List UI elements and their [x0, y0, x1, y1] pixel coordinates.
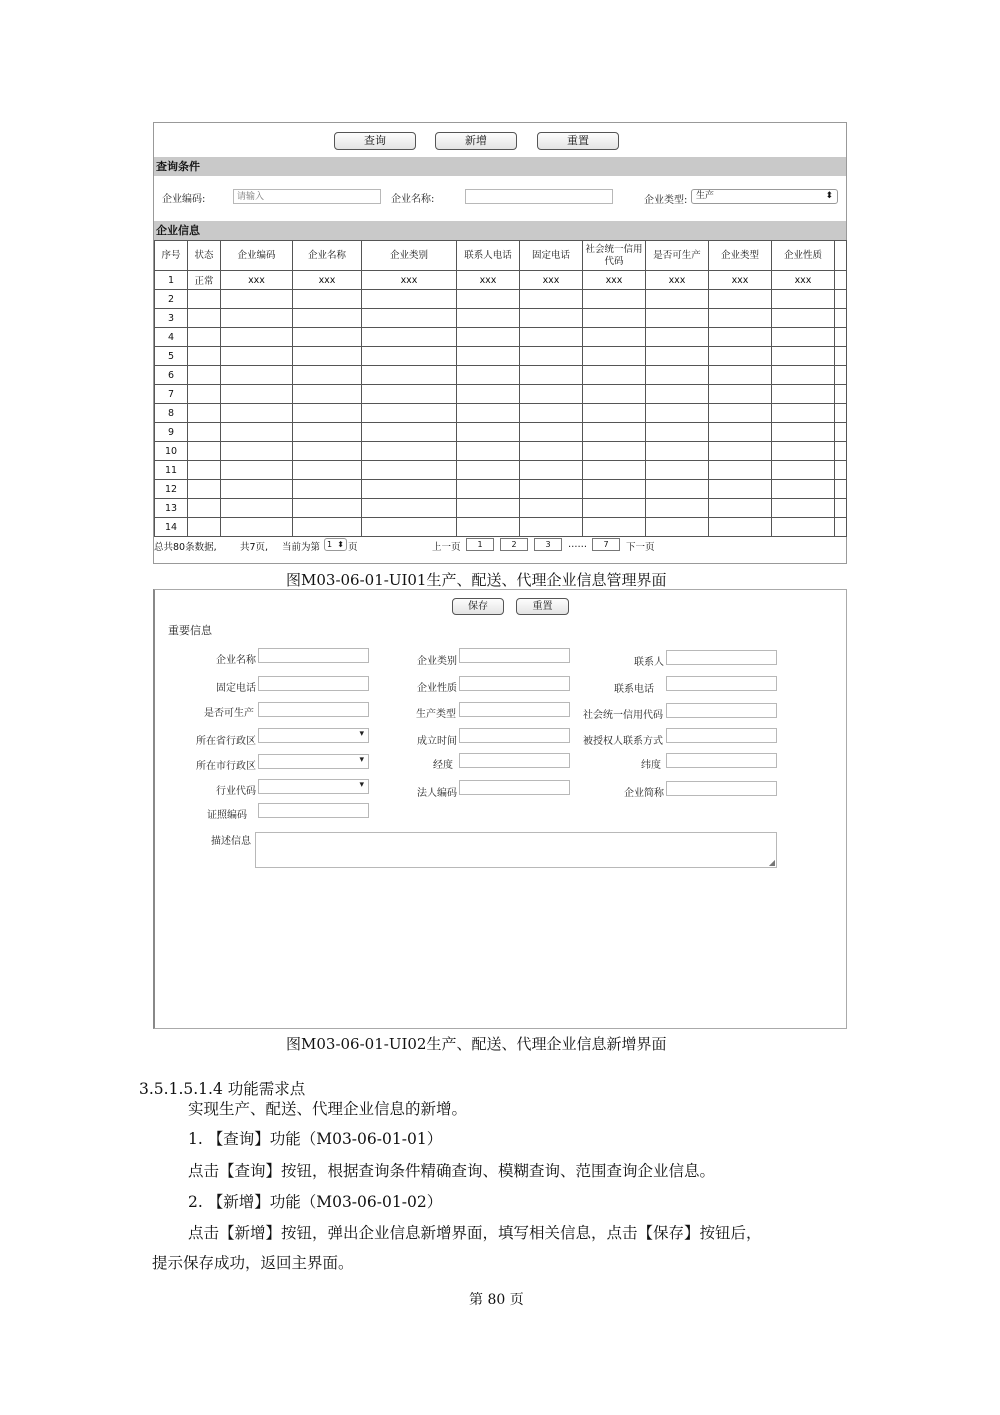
table-cell: 13 — [155, 499, 188, 518]
table-cell: xxx — [457, 271, 520, 290]
table-cell — [709, 366, 772, 385]
table-cell — [362, 442, 457, 461]
updown-arrow-icon: ⬍ — [825, 191, 833, 201]
table-cell — [188, 404, 221, 423]
table-cell — [188, 328, 221, 347]
table-cell — [293, 290, 362, 309]
info-section-header: 企业信息 — [154, 221, 846, 240]
table-cell — [362, 347, 457, 366]
form-field-label: 所在市行政区 — [196, 761, 256, 772]
table-cell — [457, 366, 520, 385]
column-header: 企业类型 — [709, 241, 772, 271]
table-cell — [520, 461, 583, 480]
table-cell — [835, 480, 847, 499]
table-cell — [362, 461, 457, 480]
table-cell — [709, 347, 772, 366]
table-cell — [293, 385, 362, 404]
table-row[interactable] — [155, 366, 847, 385]
code-filter-input[interactable] — [233, 189, 381, 204]
table-row[interactable] — [155, 461, 847, 480]
table-cell: xxx — [646, 271, 709, 290]
form-field-label: 固定电话 — [216, 683, 256, 694]
table-cell — [646, 290, 709, 309]
form-input[interactable] — [666, 676, 777, 691]
form-reset-button[interactable]: 重置 — [516, 598, 569, 615]
form-input[interactable] — [666, 703, 777, 718]
table-cell — [293, 366, 362, 385]
form-select[interactable] — [258, 754, 369, 769]
table-cell — [772, 518, 835, 537]
table-cell — [835, 271, 847, 290]
prev-page-link[interactable]: 上一页 — [432, 542, 461, 553]
table-cell — [457, 328, 520, 347]
table-cell — [835, 442, 847, 461]
table-cell: xxx — [583, 271, 646, 290]
table-cell — [188, 423, 221, 442]
table-cell — [293, 347, 362, 366]
table-cell — [221, 461, 293, 480]
table-cell — [709, 480, 772, 499]
table-cell: 7 — [155, 385, 188, 404]
form-field-label: 联系电话 — [614, 684, 654, 695]
table-cell — [293, 518, 362, 537]
form-input[interactable] — [666, 728, 777, 743]
table-cell — [221, 480, 293, 499]
dropdown-arrow-icon: ▾ — [359, 729, 364, 739]
table-cell — [520, 290, 583, 309]
column-header: 状态 — [188, 241, 221, 271]
table-cell — [293, 404, 362, 423]
table-cell — [293, 309, 362, 328]
table-cell: 2 — [155, 290, 188, 309]
table-cell — [221, 423, 293, 442]
form-field-label: 所在省行政区 — [196, 736, 256, 747]
column-header — [835, 241, 847, 271]
column-header: 序号 — [155, 241, 188, 271]
table-cell — [709, 499, 772, 518]
column-header: 企业编码 — [221, 241, 293, 271]
table-cell: 1 — [155, 271, 188, 290]
table-row[interactable] — [155, 328, 847, 347]
form-field-label: 企业性质 — [417, 683, 457, 694]
table-cell — [835, 423, 847, 442]
table-cell: 5 — [155, 347, 188, 366]
table-cell — [221, 309, 293, 328]
query-section-header: 查询条件 — [154, 157, 846, 176]
reset-button[interactable]: 重置 — [537, 132, 619, 150]
form-field-label: 联系人 — [634, 657, 664, 668]
table-cell — [520, 423, 583, 442]
table-row[interactable] — [155, 309, 847, 328]
table-cell — [457, 347, 520, 366]
table-cell: xxx — [709, 271, 772, 290]
table-cell — [646, 461, 709, 480]
table-cell — [583, 480, 646, 499]
table-cell — [520, 366, 583, 385]
form-input[interactable] — [459, 753, 570, 768]
code-filter-label: 企业编码: — [162, 194, 206, 205]
table-cell — [221, 499, 293, 518]
table-cell — [583, 290, 646, 309]
item1-title: 1. 【查询】功能（M03-06-01-01） — [188, 1130, 443, 1148]
table-cell — [188, 347, 221, 366]
query-button[interactable]: 查询 — [334, 132, 416, 150]
table-cell — [362, 290, 457, 309]
table-cell — [362, 480, 457, 499]
save-button[interactable]: 保存 — [452, 598, 504, 615]
table-cell: 6 — [155, 366, 188, 385]
table-cell — [835, 347, 847, 366]
table-cell — [709, 404, 772, 423]
table-cell — [709, 461, 772, 480]
column-header: 企业类别 — [362, 241, 457, 271]
total-pages: 共7页, — [240, 542, 269, 553]
table-cell — [835, 290, 847, 309]
table-cell — [520, 442, 583, 461]
table-cell — [646, 404, 709, 423]
table-cell — [709, 385, 772, 404]
form-input[interactable] — [459, 702, 570, 717]
table-cell — [221, 404, 293, 423]
total-count: 总共80条数据, — [154, 542, 217, 553]
table-cell — [362, 366, 457, 385]
table-cell — [362, 385, 457, 404]
table-cell — [188, 290, 221, 309]
current-page-select[interactable] — [324, 538, 347, 551]
table-cell — [583, 442, 646, 461]
form-input[interactable] — [258, 702, 369, 717]
table-row[interactable] — [155, 290, 847, 309]
page-ellipsis: …… — [568, 539, 587, 550]
column-header: 企业名称 — [293, 241, 362, 271]
table-cell — [293, 480, 362, 499]
form-input[interactable] — [459, 648, 570, 663]
table-cell — [772, 404, 835, 423]
table-cell: xxx — [293, 271, 362, 290]
table-cell: 8 — [155, 404, 188, 423]
table-cell — [583, 499, 646, 518]
item2-description-line1: 点击【新增】按钮，弹出企业信息新增界面，填写相关信息，点击【保存】按钮后， — [188, 1224, 762, 1242]
table-cell — [772, 328, 835, 347]
column-header: 是否可生产 — [646, 241, 709, 271]
table-cell — [457, 442, 520, 461]
type-filter-select[interactable] — [691, 189, 838, 204]
table-cell — [709, 328, 772, 347]
table-cell — [646, 328, 709, 347]
figure-caption-ui01: 图M03-06-01-UI01生产、配送、代理企业信息管理界面 — [286, 571, 667, 589]
form-field-label: 经度 — [433, 760, 453, 771]
table-row[interactable] — [155, 271, 847, 290]
table-cell: 10 — [155, 442, 188, 461]
form-field-label: 证照编码 — [207, 810, 247, 821]
table-cell — [772, 366, 835, 385]
form-field-label: 行业代码 — [216, 786, 256, 797]
table-cell — [457, 309, 520, 328]
table-cell — [457, 518, 520, 537]
table-cell — [772, 499, 835, 518]
current-page-suffix: 页 — [348, 542, 358, 553]
table-cell — [583, 385, 646, 404]
type-filter-value: 生产 — [696, 191, 715, 201]
form-field-label: 成立时间 — [417, 736, 457, 747]
table-cell: 正常 — [188, 271, 221, 290]
table-cell: 12 — [155, 480, 188, 499]
form-input[interactable] — [258, 648, 369, 663]
dropdown-arrow-icon: ▾ — [359, 755, 364, 765]
page-number: 第 80 页 — [469, 1292, 524, 1308]
table-cell — [362, 518, 457, 537]
table-cell — [835, 499, 847, 518]
form-field-label: 社会统一信用代码 — [583, 710, 663, 721]
form-field-label: 企业类别 — [417, 656, 457, 667]
table-cell — [835, 309, 847, 328]
table-cell — [583, 347, 646, 366]
table-cell — [772, 385, 835, 404]
desc-textarea[interactable] — [255, 832, 777, 868]
table-cell — [772, 461, 835, 480]
type-filter-label: 企业类型: — [644, 195, 688, 206]
table-cell — [583, 518, 646, 537]
table-cell — [835, 518, 847, 537]
form-input[interactable] — [258, 676, 369, 691]
next-page-link[interactable]: 下一页 — [626, 542, 655, 553]
table-cell: xxx — [772, 271, 835, 290]
table-cell — [362, 309, 457, 328]
form-input[interactable] — [258, 803, 369, 818]
table-row[interactable] — [155, 499, 847, 518]
name-filter-input[interactable] — [465, 189, 613, 204]
desc-label: 描述信息 — [211, 836, 251, 847]
table-cell — [188, 442, 221, 461]
table-cell: 3 — [155, 309, 188, 328]
table-cell — [520, 309, 583, 328]
form-input[interactable] — [459, 676, 570, 691]
table-cell: 14 — [155, 518, 188, 537]
table-cell — [835, 461, 847, 480]
column-header: 社会统一信用代码 — [583, 241, 646, 271]
table-cell — [188, 309, 221, 328]
column-header: 联系人电话 — [457, 241, 520, 271]
table-cell: xxx — [221, 271, 293, 290]
form-field-label: 法人编码 — [417, 788, 457, 799]
table-cell — [709, 309, 772, 328]
page-link-1[interactable]: 1 — [466, 538, 494, 551]
page-link-2[interactable]: 2 — [500, 538, 528, 551]
section-heading: 3.5.1.5.1.4 功能需求点 — [139, 1080, 306, 1098]
table-cell — [646, 347, 709, 366]
table-cell — [362, 423, 457, 442]
table-cell — [583, 328, 646, 347]
table-cell — [520, 499, 583, 518]
table-cell — [221, 442, 293, 461]
table-row[interactable] — [155, 480, 847, 499]
form-field-label: 企业名称 — [216, 655, 256, 666]
table-cell — [188, 385, 221, 404]
table-cell: xxx — [520, 271, 583, 290]
table-cell — [188, 366, 221, 385]
table-cell — [709, 290, 772, 309]
table-row[interactable] — [155, 347, 847, 366]
form-select[interactable] — [258, 779, 369, 794]
table-cell: 9 — [155, 423, 188, 442]
table-cell — [583, 404, 646, 423]
add-button[interactable]: 新增 — [435, 132, 517, 150]
table-cell — [520, 480, 583, 499]
table-cell — [293, 499, 362, 518]
table-cell — [293, 328, 362, 347]
table-cell — [646, 423, 709, 442]
important-info-heading: 重要信息 — [168, 624, 212, 637]
table-cell — [221, 385, 293, 404]
form-field-label: 生产类型 — [416, 709, 456, 720]
table-cell — [520, 385, 583, 404]
table-cell — [457, 423, 520, 442]
form-input[interactable] — [666, 650, 777, 665]
table-cell — [772, 347, 835, 366]
table-row[interactable] — [155, 404, 847, 423]
table-cell — [221, 518, 293, 537]
updown-arrow-icon: ⬍ — [337, 540, 344, 549]
table-cell — [457, 480, 520, 499]
table-cell — [188, 461, 221, 480]
table-cell — [293, 461, 362, 480]
table-cell — [362, 404, 457, 423]
table-cell — [646, 442, 709, 461]
table-header-row — [155, 241, 847, 271]
dropdown-arrow-icon: ▾ — [359, 780, 364, 790]
table-cell — [646, 385, 709, 404]
table-cell — [835, 366, 847, 385]
table-cell — [646, 366, 709, 385]
table-cell — [646, 480, 709, 499]
table-row[interactable] — [155, 385, 847, 404]
form-field-label: 被授权人联系方式 — [583, 736, 663, 747]
figure-caption-ui02: 图M03-06-01-UI02生产、配送、代理企业信息新增界面 — [286, 1035, 667, 1053]
table-cell — [646, 499, 709, 518]
table-cell — [772, 423, 835, 442]
table-cell — [520, 328, 583, 347]
form-input[interactable] — [666, 781, 777, 796]
table-cell — [293, 442, 362, 461]
table-cell: xxx — [362, 271, 457, 290]
table-cell — [457, 290, 520, 309]
table-cell — [188, 480, 221, 499]
table-row[interactable] — [155, 423, 847, 442]
current-page-value: 1 — [327, 540, 333, 549]
item1-description: 点击【查询】按钮，根据查询条件精确查询、模糊查询、范围查询企业信息。 — [188, 1162, 716, 1180]
table-cell — [583, 366, 646, 385]
table-cell — [221, 347, 293, 366]
table-cell — [293, 423, 362, 442]
table-cell — [772, 309, 835, 328]
page-link-last[interactable]: 7 — [592, 538, 620, 551]
table-cell — [583, 309, 646, 328]
table-row[interactable] — [155, 518, 847, 537]
table-cell — [583, 461, 646, 480]
page-link-3[interactable]: 3 — [534, 538, 562, 551]
table-cell — [646, 518, 709, 537]
table-cell — [772, 442, 835, 461]
form-input[interactable] — [459, 728, 570, 743]
form-field-label: 企业简称 — [624, 788, 664, 799]
form-field-label: 纬度 — [641, 760, 661, 771]
table-cell — [362, 499, 457, 518]
table-cell — [835, 328, 847, 347]
table-cell: 11 — [155, 461, 188, 480]
table-cell — [835, 404, 847, 423]
table-cell — [457, 385, 520, 404]
form-field-label: 是否可生产 — [204, 708, 254, 719]
current-page-prefix: 当前为第 — [282, 542, 321, 553]
table-cell — [457, 499, 520, 518]
table-cell: 4 — [155, 328, 188, 347]
table-cell — [221, 366, 293, 385]
table-cell — [520, 518, 583, 537]
table-cell — [646, 309, 709, 328]
item2-description-line2: 提示保存成功，返回主界面。 — [152, 1254, 354, 1272]
table-cell — [709, 442, 772, 461]
resize-grip-icon: ◢ — [768, 858, 775, 867]
table-cell — [457, 404, 520, 423]
table-cell — [835, 385, 847, 404]
table-cell — [583, 423, 646, 442]
table-cell — [520, 347, 583, 366]
form-input[interactable] — [459, 780, 570, 795]
intro-paragraph: 实现生产、配送、代理企业信息的新增。 — [188, 1100, 468, 1118]
form-input[interactable] — [666, 753, 777, 768]
table-row[interactable] — [155, 442, 847, 461]
item2-title: 2. 【新增】功能（M03-06-01-02） — [188, 1193, 443, 1211]
table-cell — [188, 499, 221, 518]
table-cell — [362, 328, 457, 347]
table-cell — [188, 518, 221, 537]
table-cell — [221, 290, 293, 309]
table-cell — [709, 518, 772, 537]
table-cell — [221, 328, 293, 347]
table-cell — [520, 404, 583, 423]
table-cell — [709, 423, 772, 442]
table-cell — [457, 461, 520, 480]
table-cell — [772, 480, 835, 499]
column-header: 固定电话 — [520, 241, 583, 271]
enterprise-table — [154, 240, 847, 537]
column-header: 企业性质 — [772, 241, 835, 271]
form-select[interactable] — [258, 728, 369, 743]
name-filter-label: 企业名称: — [391, 194, 435, 205]
table-cell — [772, 290, 835, 309]
